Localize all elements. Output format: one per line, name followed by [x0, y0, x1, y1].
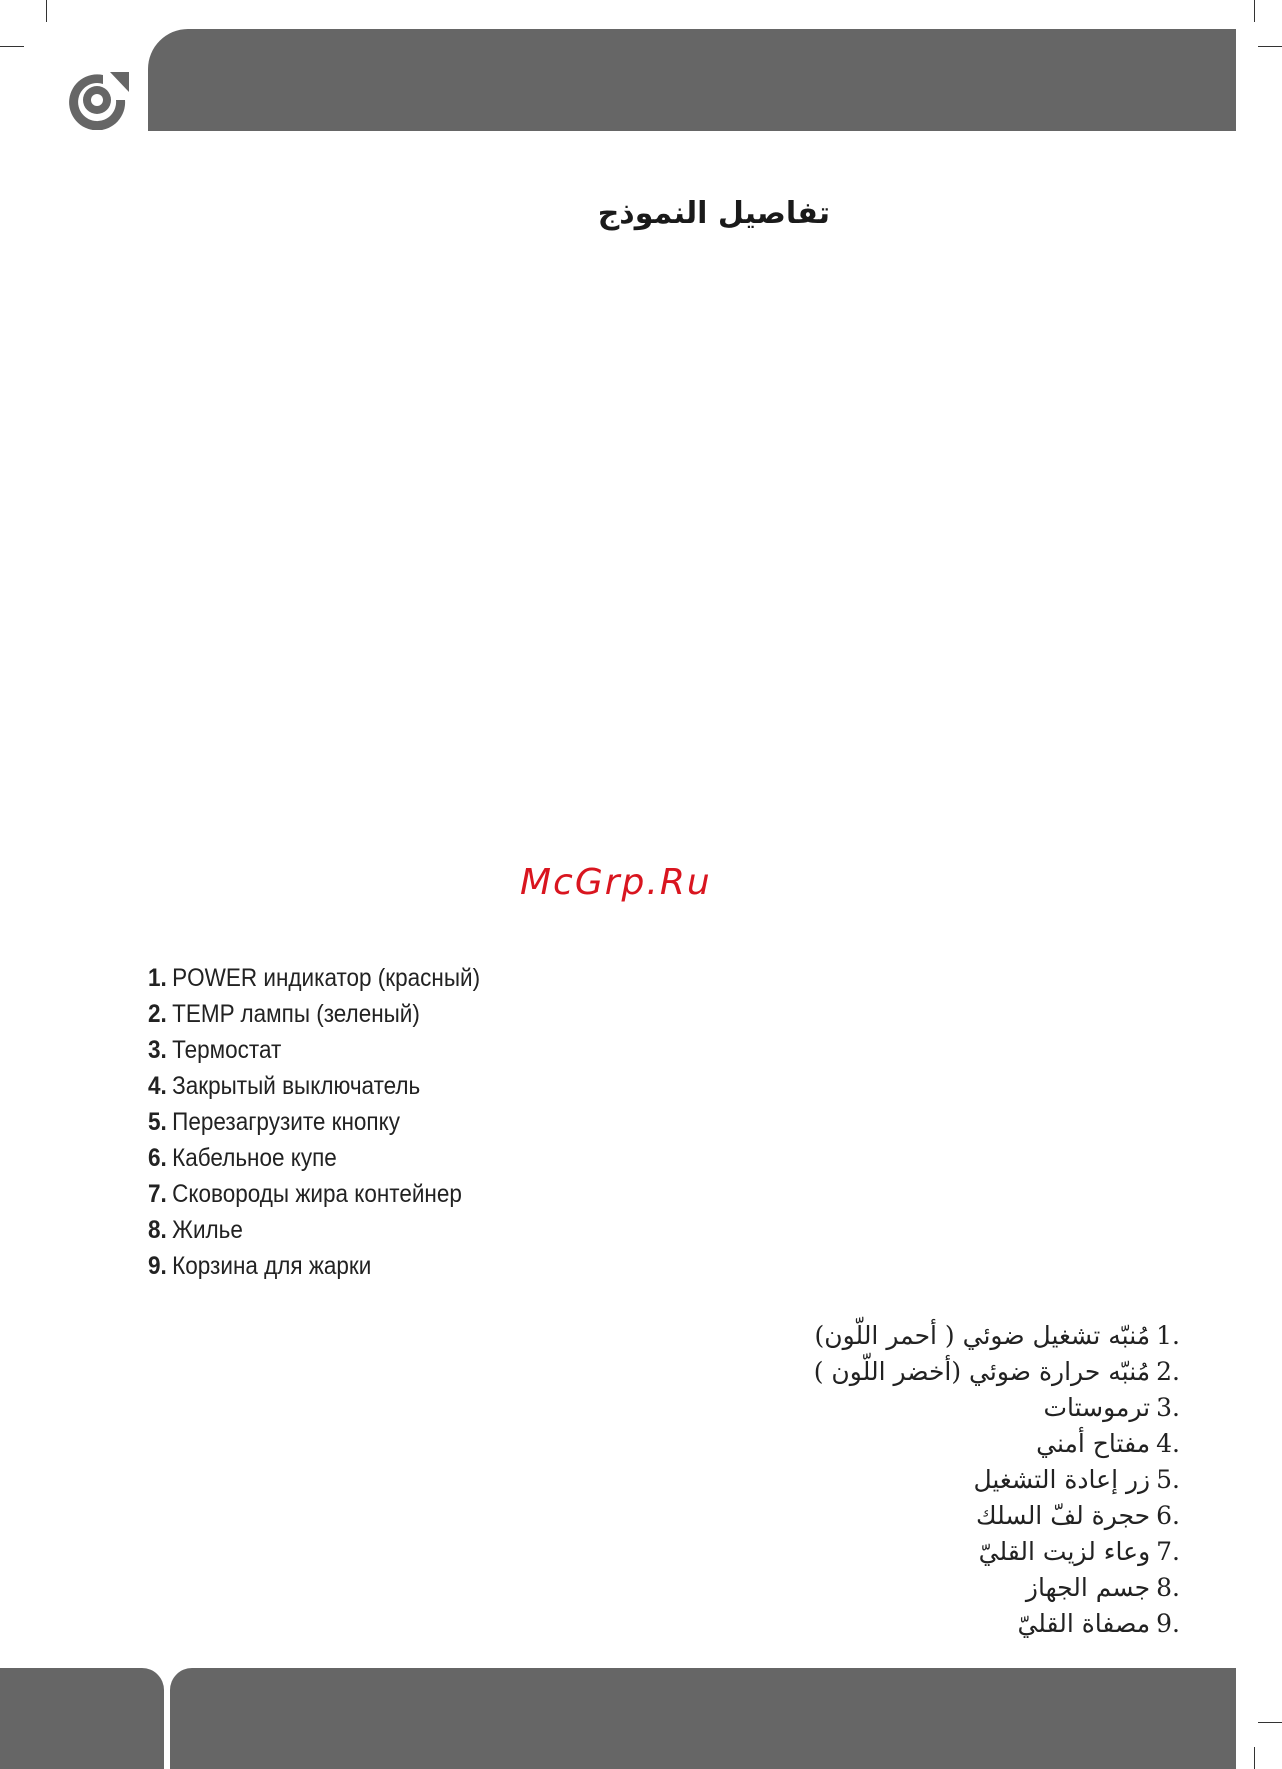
footer-page-tab: [0, 1668, 164, 1769]
footer-band: [170, 1668, 1236, 1769]
crop-mark: [1254, 1747, 1255, 1769]
crop-mark: [46, 0, 47, 22]
watermark: McGrp.Ru: [520, 862, 712, 903]
list-item: 8. Жилье: [148, 1216, 243, 1244]
list-item: 4. Закрытый выключатель: [148, 1072, 421, 1100]
list-item: وعاء لزيت القليّ 7.: [978, 1537, 1180, 1566]
list-item: 1. POWER индикатор (красный): [148, 964, 481, 992]
list-item: جسم الجهاز 8.: [1025, 1573, 1180, 1602]
russian-parts-list: [148, 960, 517, 1284]
list-item: مُنبّه حرارة ضوئي (أخضر اللّون ) 2.: [813, 1357, 1180, 1386]
list-item: 2. TEMP лампы (зеленый): [148, 1000, 420, 1028]
list-item: 7. Сковороды жира контейнер: [148, 1180, 462, 1208]
list-item: 9. Корзина для жарки: [148, 1252, 372, 1280]
crop-mark: [1258, 1722, 1282, 1723]
list-item: زر إعادة التشغيل 5.: [973, 1465, 1180, 1494]
arabic-parts-list: [814, 1318, 1180, 1642]
list-item: مصفاة القليّ 9.: [1017, 1609, 1180, 1638]
crop-mark: [1254, 0, 1255, 22]
list-item: حجرة لفّ السلك 6.: [976, 1501, 1180, 1530]
list-item: 5. Перезагрузите кнопку: [148, 1108, 400, 1136]
list-item: 3. Термостат: [148, 1036, 282, 1064]
header-band: [148, 29, 1236, 131]
list-item: ترموستات 3.: [1043, 1393, 1180, 1422]
brand-logo-icon: [63, 66, 131, 130]
crop-mark: [1258, 46, 1282, 47]
list-item: مُنبّه تشغيل ضوئي ( أحمر اللّون) 1.: [814, 1321, 1180, 1350]
crop-mark: [0, 46, 24, 47]
page-title: تفاصيل النموذج: [597, 196, 830, 231]
list-item: مفتاح أمني 4.: [1036, 1429, 1180, 1458]
list-item: 6. Кабельное купе: [148, 1144, 337, 1172]
